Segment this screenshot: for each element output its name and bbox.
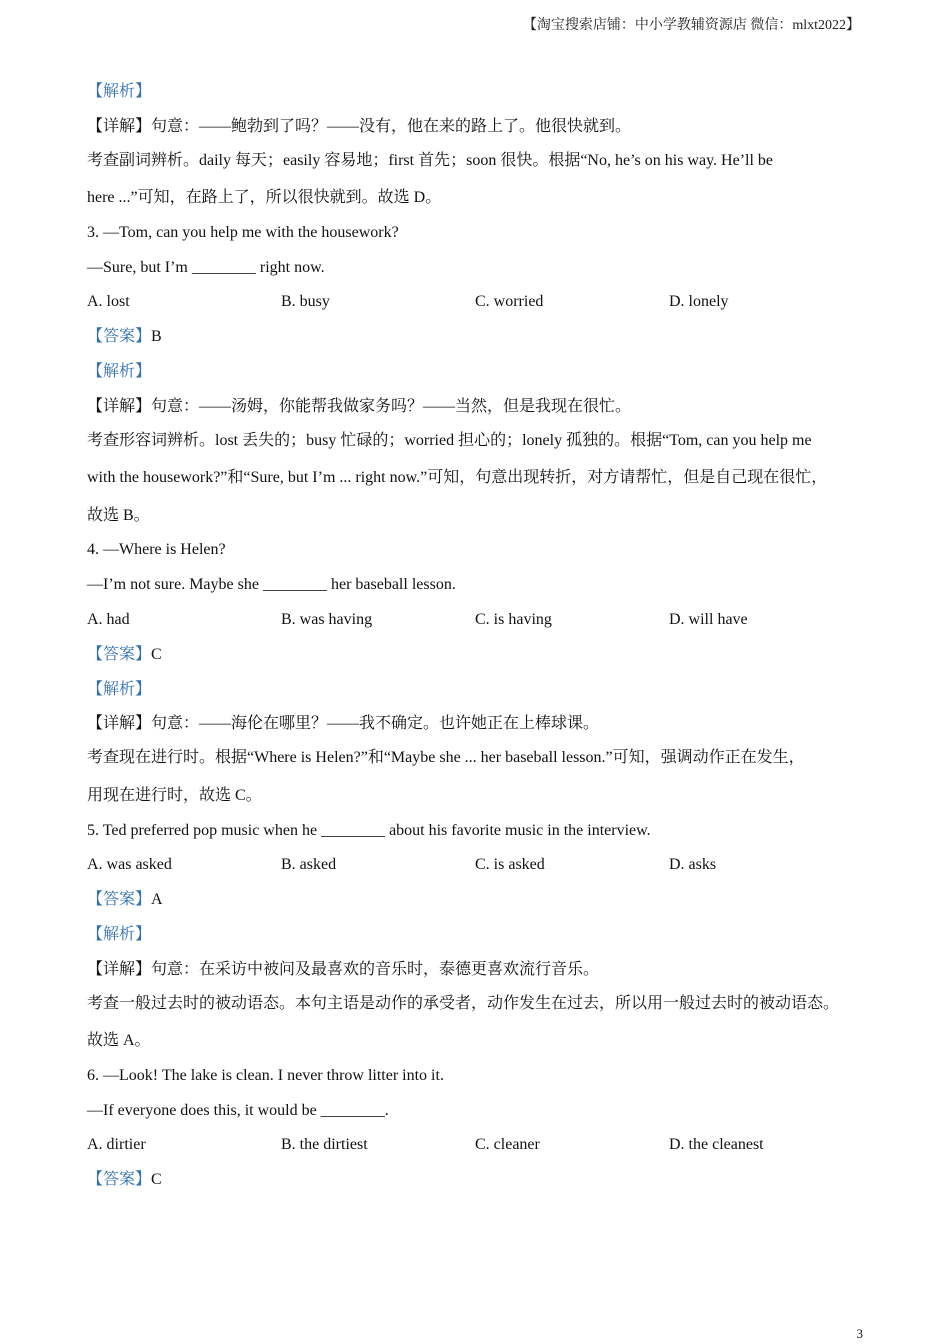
analysis-tag: 【解析】 — [87, 926, 152, 943]
q4-answer — [87, 645, 162, 665]
q5-options — [87, 855, 867, 875]
q6-option-c: C. cleaner — [475, 1136, 540, 1153]
q3-option-d: D. lonely — [669, 293, 729, 310]
q3-analysis-label — [87, 362, 151, 382]
q4-option-a: A. had — [87, 611, 130, 628]
q3-stem: 3. —Tom, can you help me with the housework? — [87, 224, 399, 241]
q4-detail-text: 句意：——海伦在哪里？——我不确定。也许她正在上棒球课。 — [151, 715, 600, 732]
q3-option-a: A. lost — [87, 293, 130, 310]
q4-options — [87, 610, 867, 630]
q2-detail — [87, 117, 631, 137]
q6-option-d: D. the cleanest — [669, 1136, 764, 1153]
q4-analysis-label — [87, 680, 151, 700]
q5-answer — [87, 890, 163, 910]
answer-tag: 【答案】 — [87, 1171, 152, 1188]
q5-detail — [87, 960, 599, 980]
q4-option-d: D. will have — [669, 611, 748, 628]
detail-tag: 【详解】 — [87, 961, 152, 978]
answer-tag: 【答案】 — [87, 646, 152, 663]
q5-explanation-1: 考查一般过去时的被动语态。本句主语是动作的承受者，动作发生在过去，所以用一般过去时的被动语态。 — [87, 995, 840, 1012]
q5-analysis-label — [87, 925, 151, 945]
q3-explanation-2: with the housework?”和“Sure, but I’m ... right now.”可知，句意出现转折，对方请帮忙，但是自己现在很忙， — [87, 469, 828, 486]
q5-option-d: D. asks — [669, 856, 717, 873]
q6-stem: 6. —Look! The lake is clean. I never throw litter into it. — [87, 1067, 444, 1084]
q6-answer-value: C — [151, 1171, 162, 1188]
q3-explanation-3: 故选 B。 — [87, 507, 150, 524]
q4-option-b: B. was having — [281, 611, 373, 628]
q2-detail-text: 句意：——鲍勃到了吗？——没有，他在来的路上了。他很快就到。 — [151, 118, 632, 135]
page-header: 【淘宝搜索店铺：中小学教辅资源店 微信：mlxt2022】 — [522, 18, 860, 33]
q3-option-c: C. worried — [475, 293, 544, 310]
q5-option-b: B. asked — [281, 856, 337, 873]
q2-analysis-label — [87, 82, 151, 102]
q5-stem: 5. Ted preferred pop music when he ________ about his favorite music in the interview. — [87, 822, 651, 839]
q6-options — [87, 1135, 867, 1155]
q3-option-b: B. busy — [281, 293, 330, 310]
q6-option-b: B. the dirtiest — [281, 1136, 368, 1153]
q4-explanation-2: 用现在进行时，故选 C。 — [87, 787, 262, 804]
q5-detail-text: 句意：在采访中被问及最喜欢的音乐时，泰德更喜欢流行音乐。 — [151, 961, 600, 978]
analysis-tag: 【解析】 — [87, 363, 152, 380]
q5-answer-value: A — [151, 891, 163, 908]
q5-option-a: A. was asked — [87, 856, 172, 873]
q4-stem-2: —I’m not sure. Maybe she ________ her baseball lesson. — [87, 576, 456, 593]
q2-explanation-2: here ...”可知，在路上了，所以很快就到。故选 D。 — [87, 189, 442, 206]
q5-explanation-2: 故选 A。 — [87, 1032, 151, 1049]
q3-explanation-1: 考查形容词辨析。lost 丢失的；busy 忙碌的；worried 担心的；lonely 孤独的。根据“Tom, can you help me — [87, 432, 812, 449]
q4-detail — [87, 714, 599, 734]
q3-stem-2: —Sure, but I’m ________ right now. — [87, 259, 325, 276]
detail-tag: 【详解】 — [87, 715, 152, 732]
q3-answer-value: B — [151, 328, 162, 345]
q4-stem: 4. —Where is Helen? — [87, 541, 226, 558]
q4-explanation-1: 考查现在进行时。根据“Where is Helen?”和“Maybe she ... her baseball lesson.”可知，强调动作正在发生， — [87, 749, 805, 766]
q3-detail — [87, 397, 631, 417]
detail-tag: 【详解】 — [87, 398, 152, 415]
analysis-tag: 【解析】 — [87, 681, 152, 698]
q6-stem-2: —If everyone does this, it would be ________. — [87, 1102, 389, 1119]
q3-answer — [87, 327, 162, 347]
q4-answer-value: C — [151, 646, 162, 663]
q3-options — [87, 292, 867, 312]
analysis-tag: 【解析】 — [87, 83, 152, 100]
q6-answer — [87, 1170, 162, 1190]
q5-option-c: C. is asked — [475, 856, 545, 873]
page-number: 3 — [856, 1326, 863, 1341]
q6-option-a: A. dirtier — [87, 1136, 146, 1153]
q4-option-c: C. is having — [475, 611, 552, 628]
detail-tag: 【详解】 — [87, 118, 152, 135]
answer-tag: 【答案】 — [87, 328, 152, 345]
answer-tag: 【答案】 — [87, 891, 152, 908]
q3-detail-text: 句意：——汤姆，你能帮我做家务吗？——当然，但是我现在很忙。 — [151, 398, 632, 415]
q2-explanation-1: 考查副词辨析。daily 每天；easily 容易地；first 首先；soon 很快。根据“No, he’s on his way. He’ll be — [87, 152, 774, 169]
